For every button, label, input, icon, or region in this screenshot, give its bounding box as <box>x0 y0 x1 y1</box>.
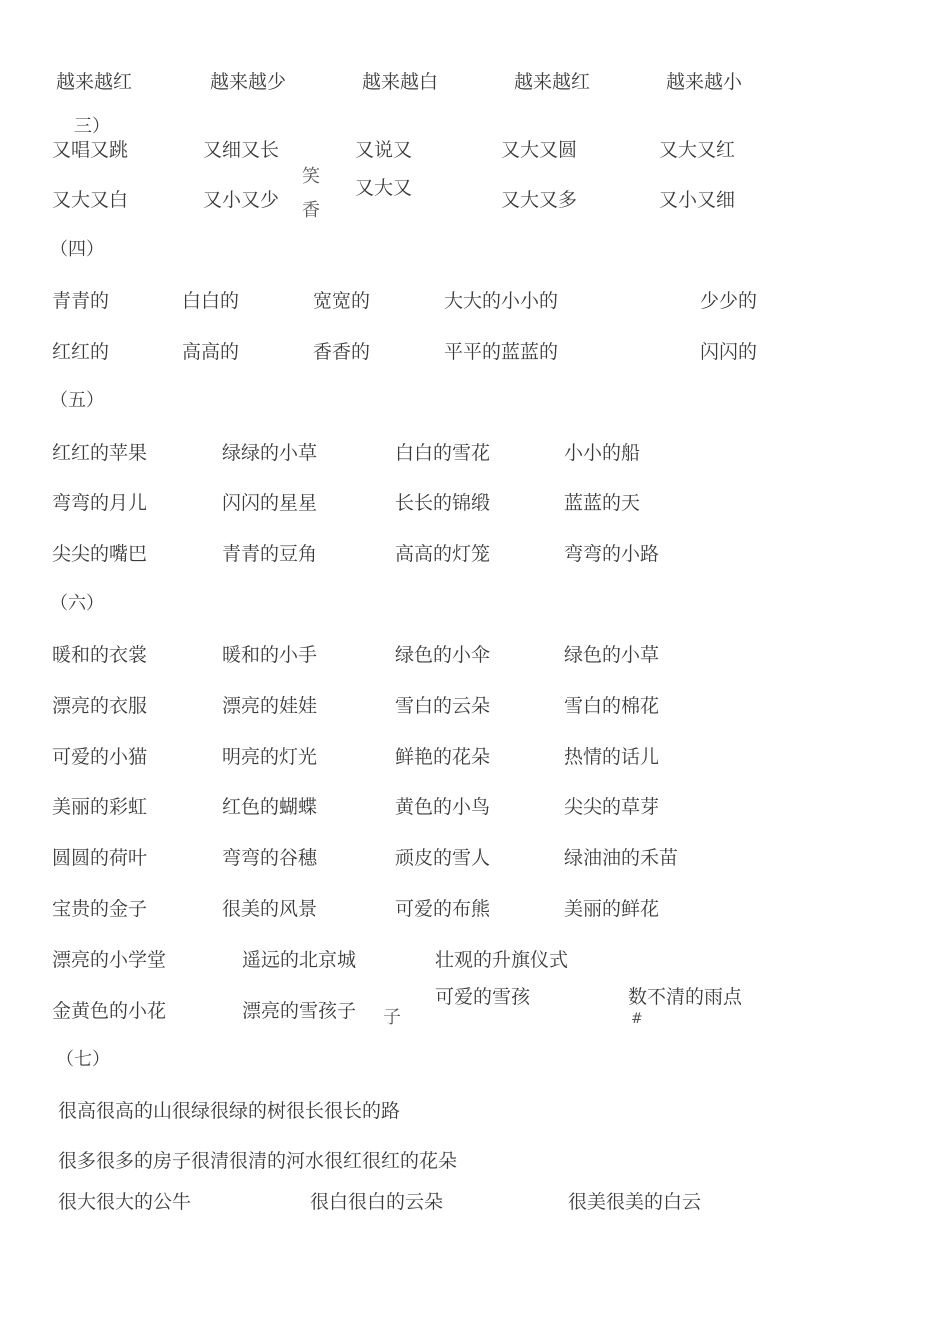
fragment-text: # <box>631 1011 643 1027</box>
phrase: 壮观的升旗仪式 <box>435 949 569 971</box>
phrase: 又说又 <box>355 139 413 161</box>
phrase: 热情的话儿 <box>564 746 660 768</box>
phrase: 很大很大的公牛 <box>58 1191 192 1213</box>
phrase-3: 越来越白 <box>362 71 439 93</box>
phrase: 美丽的彩虹 <box>52 796 148 818</box>
phrase: 金黄色的小花 <box>52 1000 167 1022</box>
phrase: 明亮的灯光 <box>222 746 318 768</box>
phrase: 雪白的棉花 <box>564 695 660 717</box>
phrase: 香香的 <box>313 341 371 363</box>
phrase: 暖和的小手 <box>222 644 318 666</box>
phrase-1: 越来越红 <box>56 71 133 93</box>
phrase: 白白的雪花 <box>395 442 491 464</box>
phrase: 可爱的雪孩 <box>435 986 531 1008</box>
phrase: 又小又细 <box>659 189 736 211</box>
phrase: 很美很美的白云 <box>568 1191 702 1213</box>
phrase: 弯弯的谷穗 <box>222 847 318 869</box>
phrase: 又唱又跳 <box>52 139 129 161</box>
phrase: 大大的小小的 <box>444 290 559 312</box>
fragment-text: 香 <box>302 200 320 221</box>
phrase: 红色的蝴蝶 <box>222 796 318 818</box>
phrase: 暖和的衣裳 <box>52 644 148 666</box>
sentence-line: 很多很多的房子很清很清的河水很红很红的花朵 <box>58 1150 458 1172</box>
phrase: 青青的豆角 <box>222 543 318 565</box>
phrase: 又大又 <box>355 177 413 199</box>
phrase: 漂亮的衣服 <box>52 695 148 717</box>
section-heading-3: 三） <box>74 116 110 137</box>
phrase: 漂亮的小学堂 <box>52 949 167 971</box>
phrase: 高高的灯笼 <box>395 543 491 565</box>
phrase-5: 越来越小 <box>666 71 743 93</box>
phrase: 绿色的小伞 <box>395 644 491 666</box>
phrase: 高高的 <box>182 341 240 363</box>
phrase: 又大又红 <box>659 139 736 161</box>
sentence-line: 很高很高的山很绿很绿的树很长很长的路 <box>58 1100 401 1122</box>
phrase: 小小的船 <box>564 442 641 464</box>
section-heading-5: （五） <box>50 390 104 411</box>
phrase: 红红的 <box>52 341 110 363</box>
phrase-2: 越来越少 <box>210 71 287 93</box>
phrase: 遥远的北京城 <box>242 949 357 971</box>
phrase: 绿绿的小草 <box>222 442 318 464</box>
phrase: 绿油油的禾苗 <box>564 847 679 869</box>
phrase: 数不清的雨点 <box>628 986 743 1008</box>
phrase: 又细又长 <box>203 139 280 161</box>
fragment-text: 子 <box>383 1007 401 1028</box>
phrase: 很白很白的云朵 <box>310 1191 444 1213</box>
phrase: 尖尖的嘴巴 <box>52 543 148 565</box>
phrase: 宽宽的 <box>313 290 371 312</box>
section-heading-7: （七） <box>56 1049 110 1070</box>
phrase: 美丽的鲜花 <box>564 898 660 920</box>
phrase: 可爱的布熊 <box>395 898 491 920</box>
phrase: 闪闪的星星 <box>222 492 318 514</box>
phrase: 雪白的云朵 <box>395 695 491 717</box>
phrase: 宝贵的金子 <box>52 898 148 920</box>
phrase: 顽皮的雪人 <box>395 847 491 869</box>
phrase: 漂亮的雪孩子 <box>242 1000 357 1022</box>
phrase: 红红的苹果 <box>52 442 148 464</box>
section-heading-4: （四） <box>50 239 104 260</box>
section-heading-6: （六） <box>50 593 104 614</box>
phrase: 少少的 <box>700 290 758 312</box>
phrase: 尖尖的草芽 <box>564 796 660 818</box>
phrase: 又大又多 <box>501 189 578 211</box>
phrase: 长长的锦缎 <box>395 492 491 514</box>
phrase: 蓝蓝的天 <box>564 492 641 514</box>
phrase: 又小又少 <box>203 189 280 211</box>
phrase: 圆圆的荷叶 <box>52 847 148 869</box>
phrase: 很美的风景 <box>222 898 318 920</box>
phrase: 弯弯的小路 <box>564 543 660 565</box>
phrase: 鲜艳的花朵 <box>395 746 491 768</box>
phrase: 可爱的小猫 <box>52 746 148 768</box>
phrase: 青青的 <box>52 290 110 312</box>
fragment-text: 笑 <box>302 166 320 187</box>
phrase: 又大又圆 <box>501 139 578 161</box>
phrase: 绿色的小草 <box>564 644 660 666</box>
phrase: 白白的 <box>182 290 240 312</box>
phrase: 弯弯的月儿 <box>52 492 148 514</box>
phrase: 平平的蓝蓝的 <box>444 341 559 363</box>
phrase-4: 越来越红 <box>514 71 591 93</box>
phrase: 闪闪的 <box>700 341 758 363</box>
phrase: 漂亮的娃娃 <box>222 695 318 717</box>
phrase: 黄色的小鸟 <box>395 796 491 818</box>
phrase: 又大又白 <box>52 189 129 211</box>
